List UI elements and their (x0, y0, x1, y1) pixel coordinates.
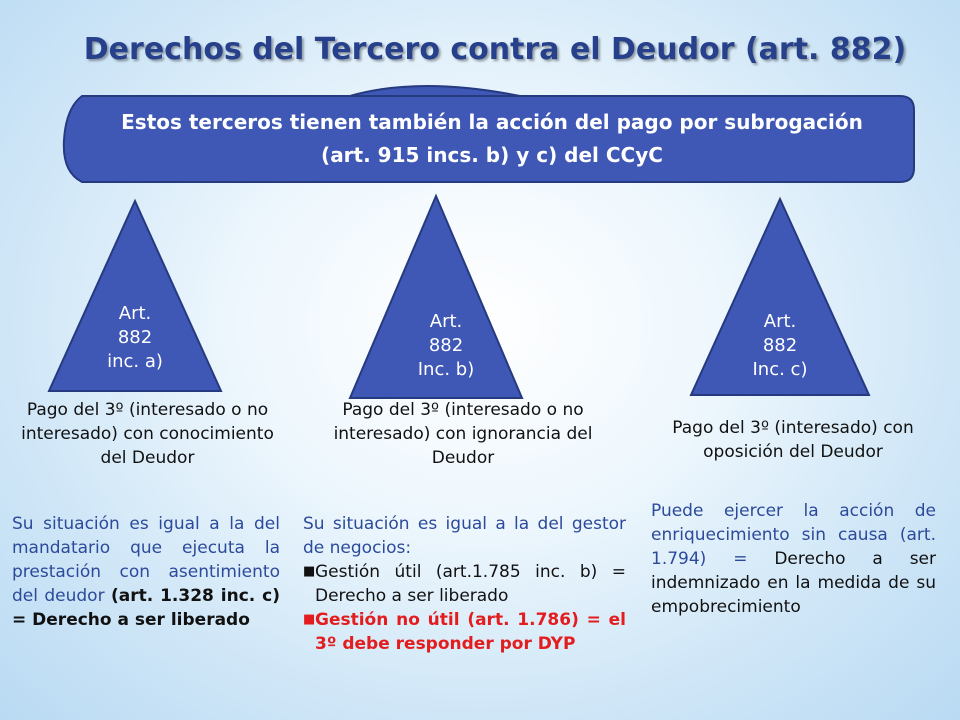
caption-inc-b: Pago del 3º (interesado o no interesado) con ignorancia del Deudor (333, 400, 593, 468)
description-inc-c-text: Puede ejercer la acción de enriquecimiento sin causa (art. 1.794) = (651, 501, 936, 569)
caption-inc-a: Pago del 3º (interesado o no interesado) con conocimiento del Deudor (21, 400, 274, 468)
description-inc-a-bold: (art. 1.328 inc. c) = Derecho a ser liberado (12, 586, 280, 630)
list-item-gestion-util: ■ Gestión útil (art.1.785 inc. b) = Derecho a ser liberado (303, 562, 626, 606)
description-inc-a-text: Su situación es igual a la del mandatario que ejecuta la prestación con asentimiento del deudor (12, 514, 280, 606)
square-bullet-icon: ■ (303, 612, 316, 627)
description-inc-b-list (303, 560, 626, 656)
callout-line-2: (art. 915 incs. b) y c) del CCyC (321, 143, 663, 167)
description-inc-b (303, 512, 626, 656)
callout-text (72, 106, 912, 172)
triangle-label-a: Art. 882 inc. a) (107, 303, 163, 372)
description-inc-a (12, 512, 280, 632)
page-title: Derechos del Tercero contra el Deudor (art. 882) (83, 32, 907, 67)
description-inc-c (651, 499, 936, 619)
caption-inc-c: Pago del 3º (interesado) con oposición del Deudor (672, 418, 914, 462)
triangle-label-c: Art. 882 Inc. c) (752, 311, 808, 380)
description-inc-b-intro: Su situación es igual a la del gestor de negocios: (303, 514, 626, 558)
description-inc-c-dark: Derecho a ser indemnizado en la medida de su empobrecimiento (651, 549, 936, 617)
callout-line-1: Estos terceros tienen también la acción del pago por subrogación (121, 110, 863, 134)
list-item-gestion-no-util: ■ Gestión no útil (art. 1.786) = el 3º debe responder por DYP (303, 610, 626, 654)
triangle-label-b: Art. 882 Inc. b) (417, 311, 475, 380)
square-bullet-icon: ■ (303, 564, 316, 579)
